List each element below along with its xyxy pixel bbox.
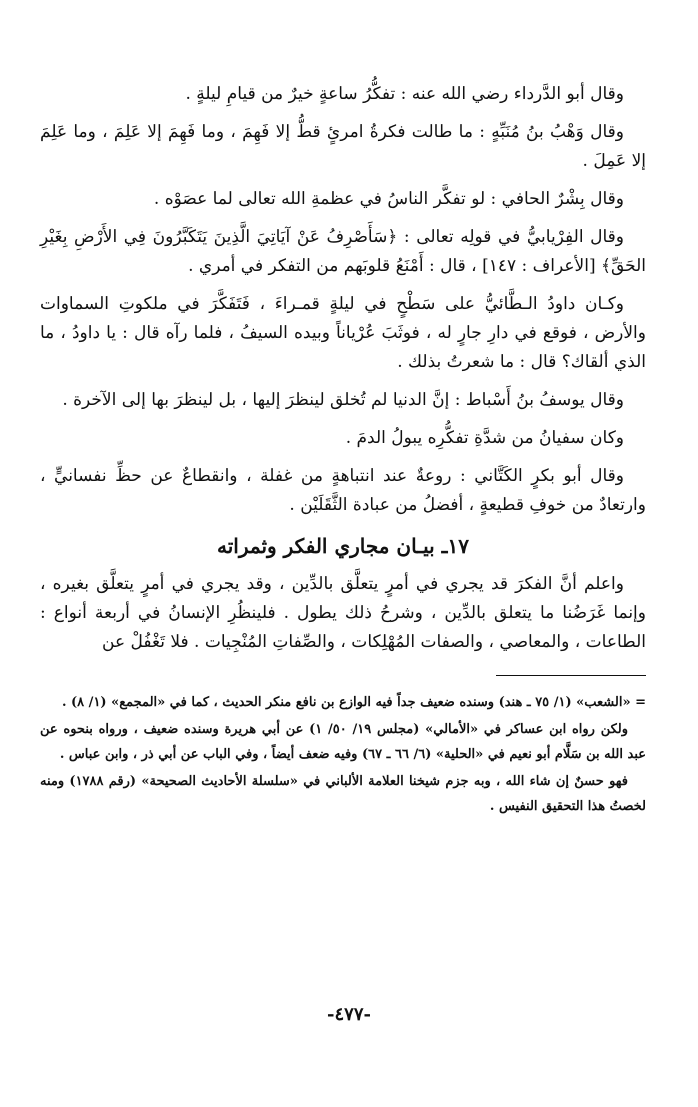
paragraph-abu-darda: وقال أبو الدَّرداء رضي الله عنه : تفكُّرُ ساعةٍ خيرٌ من قيامِ ليلةٍ . <box>185 84 624 104</box>
paragraph-dawud: وكـان داودُ الـطَّائيُّ على سَطْحٍ في ليلةٍ قمـراءَ ، فَتَفَكَّرَ في ملكوتِ السماوات والأرض ، فوقع في دارِ جارٍ له ، فوثَبَ عُرْياناً وبيده السيفُ ، فلما رآه قال : يا داودُ ، ما الذي ألقاك؟ قال : ما شعرتُ بذلك . <box>40 294 646 372</box>
section-heading: ١٧ـ بيـان مجاري الفكر وثمراته <box>217 534 469 558</box>
footnote-albani: فهو حسنٌ إن شاء الله ، وبه جزم شيخنا العلامة الألباني في «سلسلة الأحاديث الصحيحة» (رقم ١٧٨٨) ومنه لخصتُ هذا التحقيق النفيس . <box>40 774 646 814</box>
footnote-ibn-asakir: ولكن رواه ابن عساكر في «الأمالي» (مجلس ١٩/ ٥٠/ ١) عن أبي هريرة وسنده ضعيف ، ورواه بنحوه عن عبد الله بن سَلَّام أبو نعيم في «الحلية» (٦/ ٦٦ ـ ٦٧) وفيه ضعف أيضاً ، وفي الباب عن أبي ذر ، وابن عباس . <box>40 722 646 762</box>
paragraph-sufyan: وكان سفيانُ من شدَّةِ تفكُّرِه يبولُ الدمَ . <box>345 428 624 448</box>
paragraph-firyabi: وقال الفِرْيابيُّ في قولِه تعالى : ﴿سَأَصْرِفُ عَنْ آيَاتِيَ الَّذِينَ يَتَكَبَّرُونَ فِي الأَرْضِ بِغَيْرِ الحَقِّ﴾ [الأعراف : ١٤٧] ، قال : أَمْنَعُ قلوبَهم من التفكر في أمري . <box>40 227 646 276</box>
paragraph-kattani: وقال أبو بكرٍ الكَتَّاني : روعةٌ عند انتباهةٍ من غفلة ، وانقطاعٌ عن حظِّ نفسانيٍّ ، وارتعادٌ من خوفِ قطيعةٍ ، أفضلُ من عبادة الثَّقَلَيْن . <box>40 466 646 515</box>
section-paragraph: واعلم أنَّ الفكرَ قد يجري في أمرٍ يتعلَّق بالدِّين ، وقد يجري في أمرٍ يتعلَّق بغيره ، وإنما غَرَضُنا ما يتعلق بالدِّين ، وشرحُ ذلك يطول . فلينظُرِ الإنسانُ في أربعة أنواع : الطاعات ، والمعاصي ، والصفات المُهْلِكات ، والصِّفاتِ المُنْجِيات . فلا تَغْفُلْ عن <box>40 574 646 652</box>
paragraph-wahb: وقال وَهْبُ بنُ مُنَبِّهٍ : ما طالت فكرةُ امرئٍ قطُّ إلا فَهِمَ ، وما فَهِمَ إلا عَلِمَ ، وما عَلِمَ إلا عَمِلَ . <box>40 122 646 171</box>
footnote-continuation: = «الشعب» (١/ ٧٥ ـ هند) وسنده ضعيف جداً فيه الوازع بن نافع منكر الحديث ، كما في «المجمع» (١/ ٨) . <box>61 695 646 710</box>
page-number: -٤٧٧- <box>327 1004 371 1025</box>
footnote-divider <box>496 675 646 676</box>
paragraph-yusuf: وقال يوسفُ بنُ أَسْباط : إنَّ الدنيا لم تُخلق لينظرَ إليها ، بل لينظرَ بها إلى الآخرة . <box>62 390 624 410</box>
paragraph-bishr: وقال بِشْرٌ الحافي : لو تفكَّر الناسُ في عظمةِ الله تعالى لما عصَوْه . <box>153 189 624 209</box>
